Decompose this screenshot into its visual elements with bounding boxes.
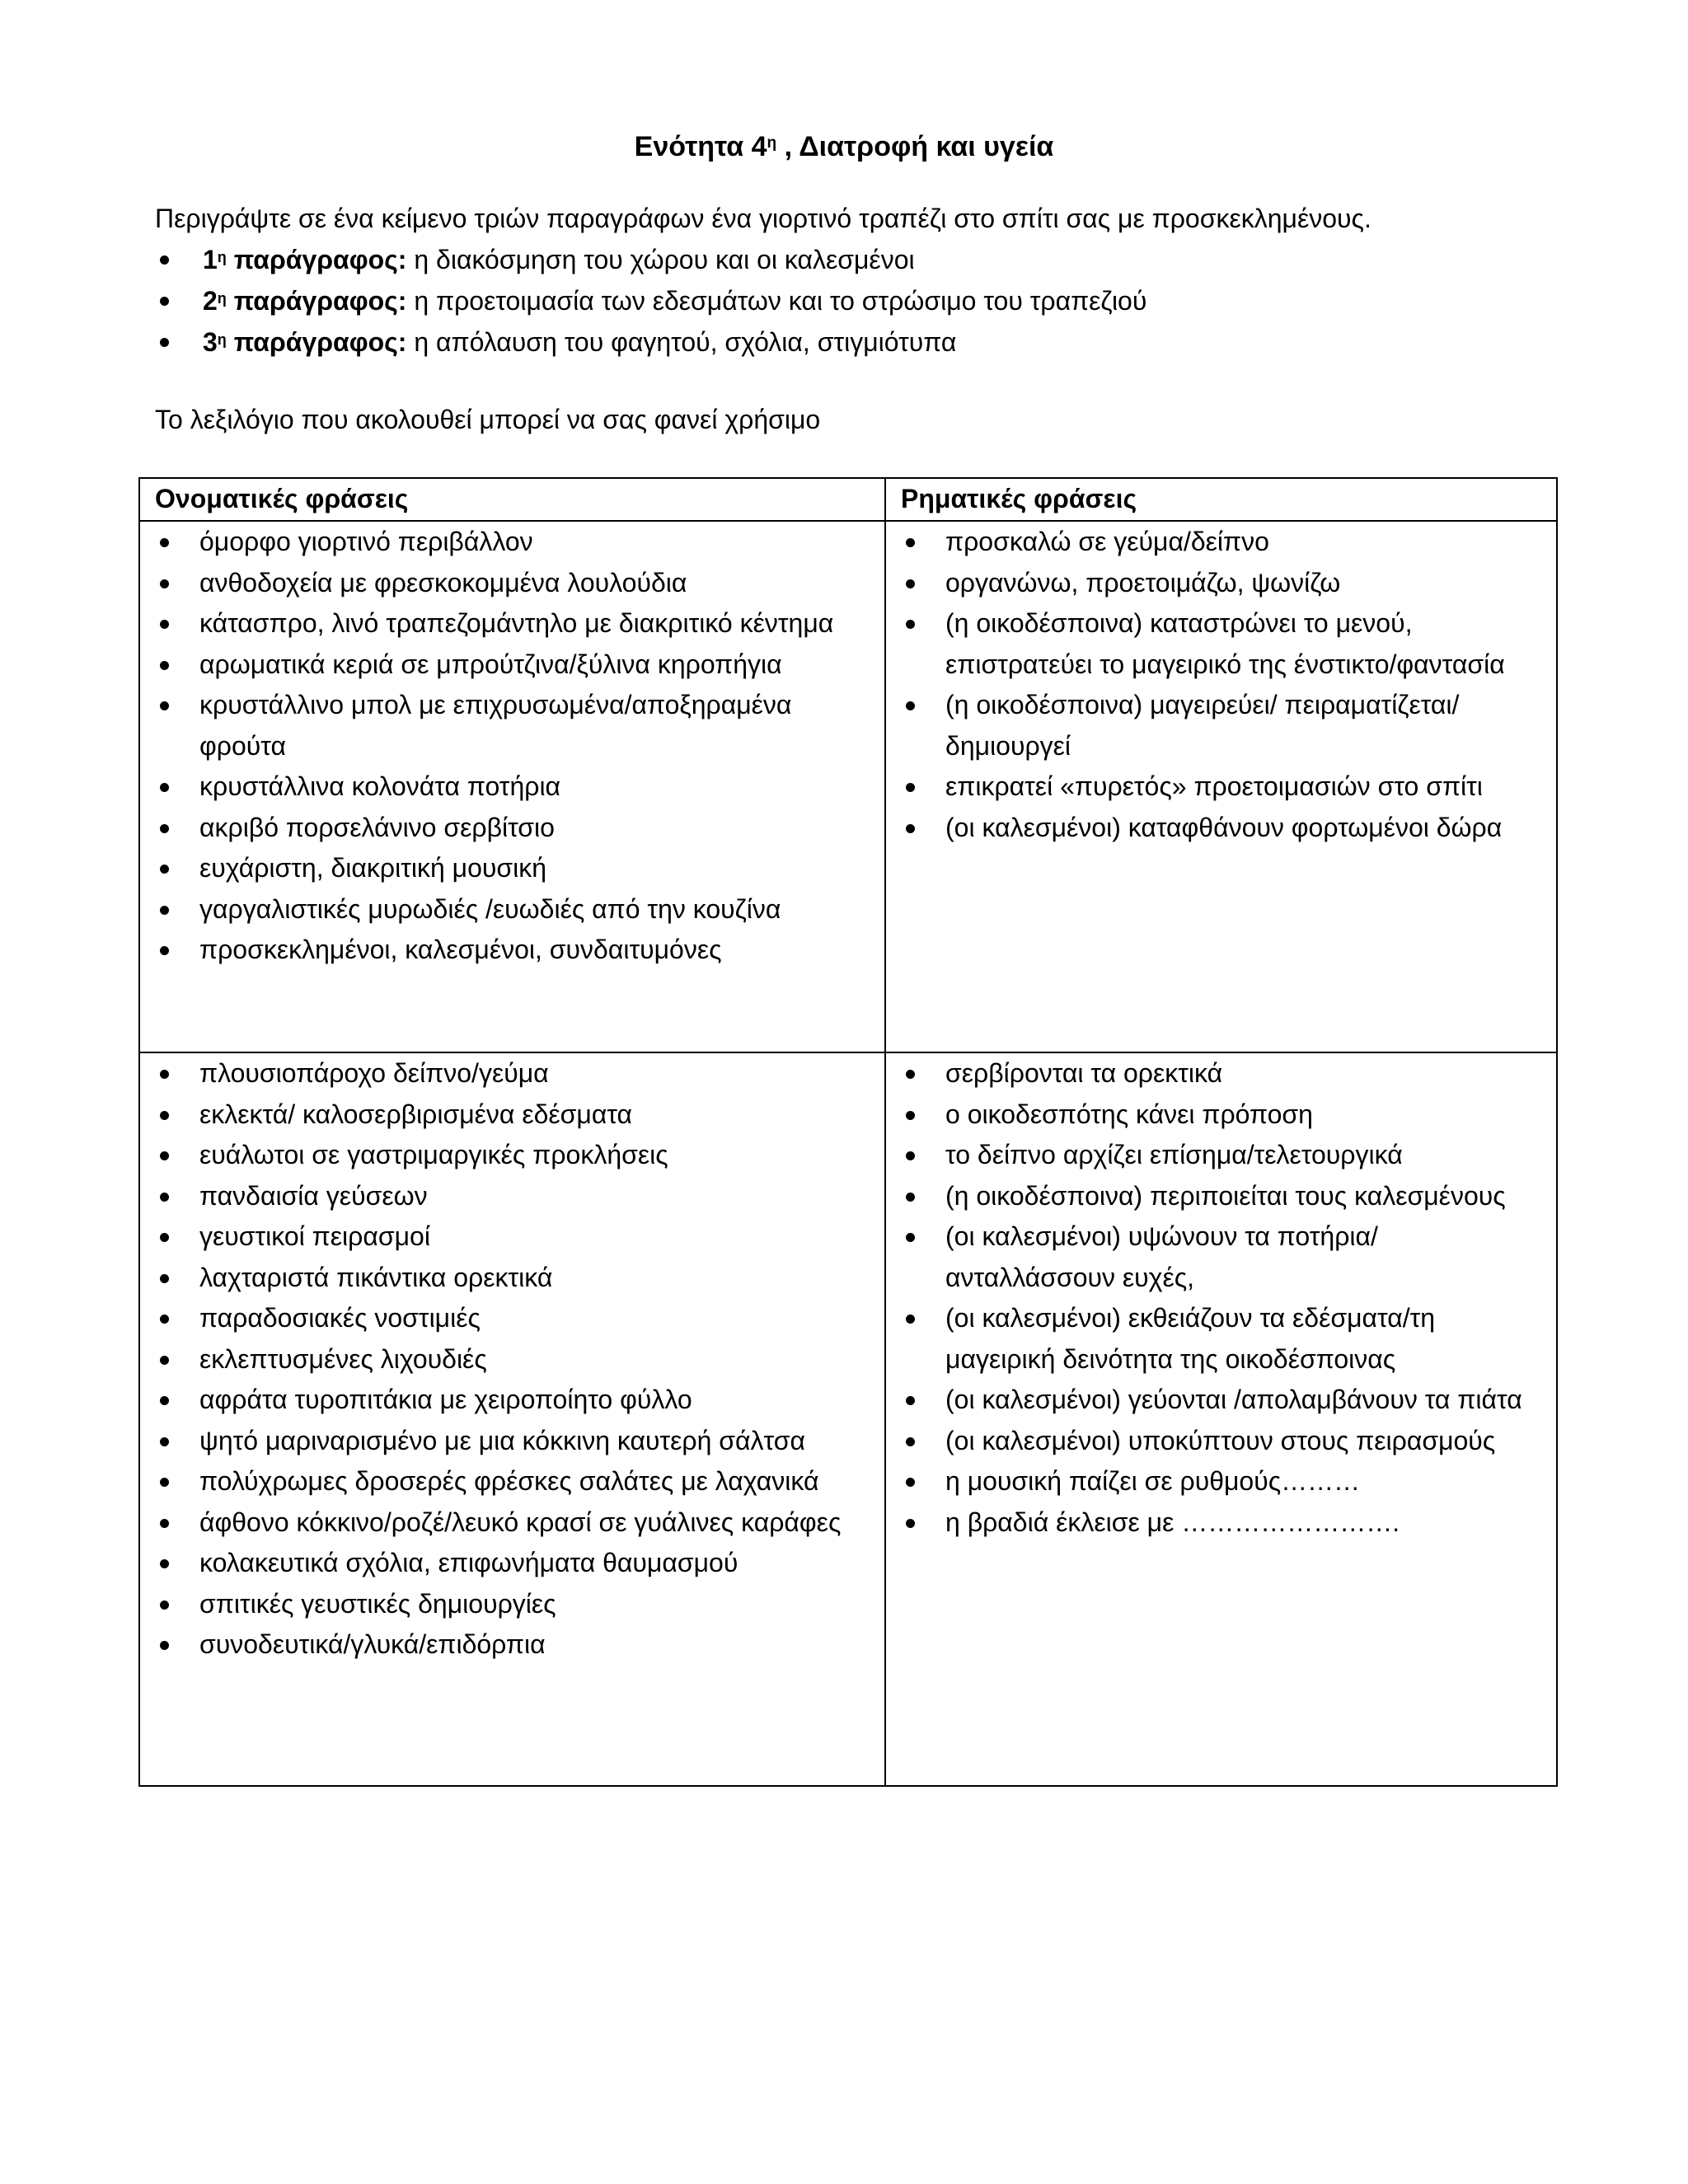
page-title bbox=[0, 129, 1688, 165]
paragraph-description: η διακόσμηση του χώρου και οι καλεσμένοι bbox=[406, 245, 915, 274]
vocabulary-note: Το λεξιλόγιο που ακολουθεί μπορεί να σας φανεί χρήσιμο bbox=[155, 405, 821, 434]
list-item: ακριβό πορσελάνινο σερβίτσιο bbox=[155, 808, 874, 849]
verbal-cell bbox=[885, 521, 1557, 1052]
list-item: αρωματικά κεριά σε μπρούτζινα/ξύλινα κηροπήγια bbox=[155, 644, 874, 686]
instructions bbox=[155, 198, 1556, 363]
list-item: επικρατεί «πυρετός» προετοιμασιών στο σπίτι bbox=[901, 766, 1546, 808]
list-item: εκλεπτυσμένες λιχουδιές bbox=[155, 1339, 874, 1380]
list-item: αφράτα τυροπιτάκια με χειροποίητο φύλλο bbox=[155, 1380, 874, 1421]
nominal-cell bbox=[139, 521, 885, 1052]
list-item: λαχταριστά πικάντικα ορεκτικά bbox=[155, 1258, 874, 1299]
vocabulary-table bbox=[138, 477, 1558, 1787]
header-verbal-phrases: Ρηματικές φράσεις bbox=[885, 478, 1557, 521]
verbal-list bbox=[901, 1053, 1546, 1543]
list-item: σπιτικές γευστικές δημιουργίες bbox=[155, 1584, 874, 1625]
paragraph-label: $1^\eta$ παράγραφος: bbox=[203, 245, 407, 274]
list-item: οργανώνω, προετοιμάζω, ψωνίζω bbox=[901, 563, 1546, 604]
paragraph-item-2 bbox=[155, 280, 1556, 321]
paragraph-item-1 bbox=[155, 239, 1556, 280]
instruction-text: Περιγράψτε σε ένα κείμενο τριών παραγράφων ένα γιορτινό τραπέζι στο σπίτι σας με προσκεκλημένους. bbox=[155, 204, 1372, 233]
list-item: ψητό μαριναρισμένο με μια κόκκινη καυτερή σάλτσα bbox=[155, 1421, 874, 1462]
list-item: προσκεκλημένοι, καλεσμένοι, συνδαιτυμόνες bbox=[155, 930, 874, 971]
list-item: πανδαισία γεύσεων bbox=[155, 1176, 874, 1217]
list-item: (οι καλεσμένοι) εκθειάζουν τα εδέσματα/τη μαγειρική δεινότητα της οικοδέσποινας bbox=[901, 1298, 1546, 1380]
title-rest: , Διατροφή και υγεία bbox=[776, 131, 1054, 162]
list-item: άφθονο κόκκινο/ροζέ/λευκό κρασί σε γυάλινες καράφες bbox=[155, 1502, 874, 1544]
list-item: το δείπνο αρχίζει επίσημα/τελετουργικά bbox=[901, 1135, 1546, 1176]
list-item: ευχάριστη, διακριτική μουσική bbox=[155, 848, 874, 889]
list-item: ο οικοδεσπότης κάνει πρόποση bbox=[901, 1094, 1546, 1136]
list-item: κολακευτικά σχόλια, επιφωνήματα θαυμασμού bbox=[155, 1543, 874, 1584]
list-item: γευστικοί πειρασμοί bbox=[155, 1216, 874, 1258]
list-item: πλουσιοπάροχο δείπνο/γεύμα bbox=[155, 1053, 874, 1094]
list-item: (οι καλεσμένοι) υψώνουν τα ποτήρια/ανταλλάσσουν ευχές, bbox=[901, 1216, 1546, 1298]
list-item: κρυστάλλινο μπολ με επιχρυσωμένα/αποξηραμένα φρούτα bbox=[155, 685, 874, 766]
title-main: Ενότητα 4 bbox=[634, 131, 767, 162]
list-item: (η οικοδέσποινα) καταστρώνει το μενού, επιστρατεύει το μαγειρικό της ένστικτο/φαντασία bbox=[901, 603, 1546, 685]
paragraph-description: η απόλαυση του φαγητού, σχόλια, στιγμιότυπα bbox=[406, 327, 957, 357]
verbal-list bbox=[901, 522, 1546, 848]
list-item: κάτασπρο, λινό τραπεζομάντηλο με διακριτικό κέντημα bbox=[155, 603, 874, 644]
list-item: παραδοσιακές νοστιμιές bbox=[155, 1298, 874, 1339]
list-item: γαργαλιστικές μυρωδιές /ευωδιές από την κουζίνα bbox=[155, 889, 874, 930]
list-item: (η οικοδέσποινα) μαγειρεύει/ πειραματίζεται/ δημιουργεί bbox=[901, 685, 1546, 766]
list-item: όμορφο γιορτινό περιβάλλον bbox=[155, 522, 874, 563]
table-row bbox=[139, 1052, 1557, 1786]
list-item: κρυστάλλινα κολονάτα ποτήρια bbox=[155, 766, 874, 808]
title-superscript: η bbox=[767, 134, 777, 152]
nominal-cell bbox=[139, 1052, 885, 1786]
paragraph-list bbox=[155, 239, 1556, 363]
list-item: (οι καλεσμένοι) καταφθάνουν φορτωμένοι δώρα bbox=[901, 808, 1546, 849]
paragraph-description: η προετοιμασία των εδεσμάτων και το στρώσιμο του τραπεζιού bbox=[406, 286, 1147, 316]
paragraph-label: $2^\eta$ παράγραφος: bbox=[203, 286, 407, 316]
list-item: πολύχρωμες δροσερές φρέσκες σαλάτες με λαχανικά bbox=[155, 1461, 874, 1502]
list-item: συνοδευτικά/γλυκά/επιδόρπια bbox=[155, 1624, 874, 1666]
list-item: ανθοδοχεία με φρεσκοκομμένα λουλούδια bbox=[155, 563, 874, 604]
list-item: η μουσική παίζει σε ρυθμούς……… bbox=[901, 1461, 1546, 1502]
list-item: (οι καλεσμένοι) υποκύπτουν στους πειρασμούς bbox=[901, 1421, 1546, 1462]
paragraph-item-3 bbox=[155, 321, 1556, 363]
list-item: ευάλωτοι σε γαστριμαργικές προκλήσεις bbox=[155, 1135, 874, 1176]
verbal-cell bbox=[885, 1052, 1557, 1786]
list-item: προσκαλώ σε γεύμα/δείπνο bbox=[901, 522, 1546, 563]
table-row bbox=[139, 521, 1557, 1052]
table-header-row bbox=[139, 478, 1557, 521]
list-item: η βραδιά έκλεισε με ……………………. bbox=[901, 1502, 1546, 1544]
list-item: σερβίρονται τα ορεκτικά bbox=[901, 1053, 1546, 1094]
header-nominal-phrases: Ονοματικές φράσεις bbox=[139, 478, 885, 521]
nominal-list bbox=[155, 1053, 874, 1666]
list-item: (οι καλεσμένοι) γεύονται /απολαμβάνουν τα πιάτα bbox=[901, 1380, 1546, 1421]
paragraph-label: $3^\eta$ παράγραφος: bbox=[203, 327, 407, 357]
list-item: εκλεκτά/ καλοσερβιρισμένα εδέσματα bbox=[155, 1094, 874, 1136]
list-item: (η οικοδέσποινα) περιποιείται τους καλεσμένους bbox=[901, 1176, 1546, 1217]
nominal-list bbox=[155, 522, 874, 971]
